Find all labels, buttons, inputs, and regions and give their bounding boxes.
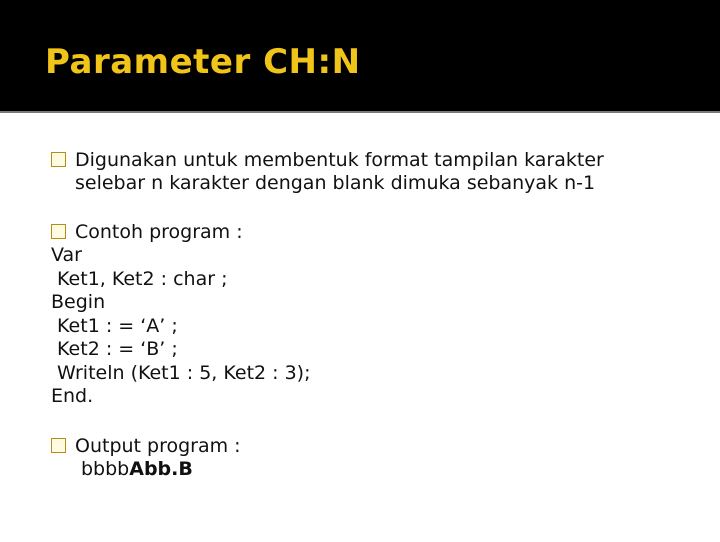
output-normal-text: bbbb <box>81 458 130 480</box>
bullet-square-icon <box>51 152 66 167</box>
code-line-6: Writeln (Ket1 : 5, Ket2 : 3); <box>51 362 311 384</box>
code-line-7: End. <box>51 385 94 407</box>
bullet-1-line-1: Digunakan untuk membentuk format tampilan karakter <box>75 149 604 171</box>
bullet-square-icon <box>51 438 66 453</box>
output-line <box>81 458 193 481</box>
slide-content <box>0 111 720 542</box>
code-line-3: Begin <box>51 291 106 313</box>
bullet-item-3 <box>51 435 241 458</box>
bullet-square-icon <box>51 224 66 239</box>
bullet-2-label: Contoh program : <box>75 221 243 243</box>
bullet-item-1 <box>51 149 604 172</box>
bullet-3-label: Output program : <box>75 435 241 457</box>
bullet-1-line-2: selebar n karakter dengan blank dimuka sebanyak n-1 <box>75 172 596 194</box>
slide-title: Parameter CH:N <box>45 42 361 82</box>
title-bar <box>0 0 720 111</box>
output-bold-text: Abb.B <box>129 458 193 480</box>
code-line-1: Var <box>51 244 82 266</box>
code-line-5: Ket2 : = ‘B’ ; <box>51 338 178 360</box>
code-line-4: Ket1 : = ‘A’ ; <box>51 315 178 337</box>
code-line-2: Ket1, Ket2 : char ; <box>51 268 228 290</box>
bullet-item-2 <box>51 221 243 244</box>
